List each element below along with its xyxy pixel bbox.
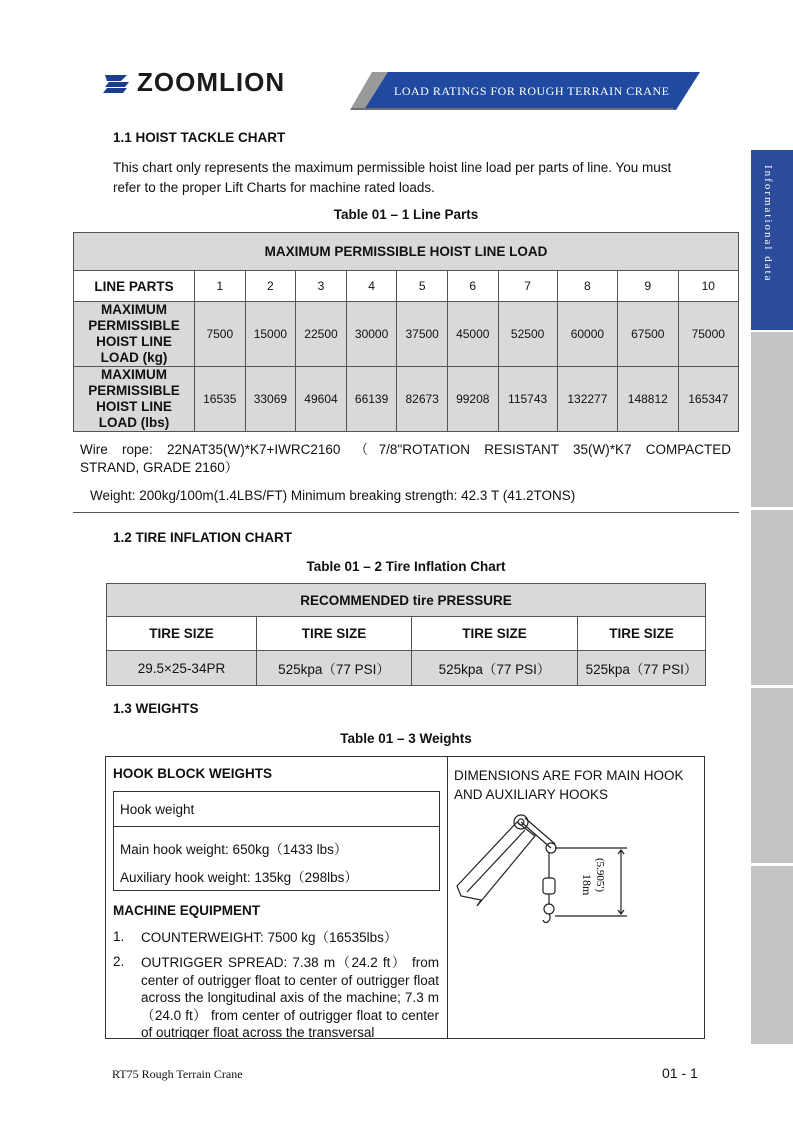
table-cell: 30000: [346, 302, 397, 367]
table-cell: 165347: [678, 367, 738, 432]
side-tab-4[interactable]: [751, 688, 793, 863]
table-cell: 66139: [346, 367, 397, 432]
section-title-hoist: 1.1 HOIST TACKLE CHART: [113, 130, 286, 145]
table-cell: 33069: [245, 367, 296, 432]
kg-row-label: MAXIMUM PERMISSIBLE HOIST LINE LOAD (kg): [74, 302, 195, 367]
paragraph-line: This chart only represents the maximum permissible hoist line load per parts of line. You must: [113, 160, 672, 175]
hook-divider: [113, 826, 440, 827]
line-parts-table: [73, 232, 739, 432]
table-cell: 67500: [618, 302, 678, 367]
table-caption: Table 01 – 3 Weights: [340, 731, 472, 746]
table-cell: 7500: [195, 302, 246, 367]
tire-inflation-table: [106, 583, 706, 686]
table-cell: 6: [447, 271, 498, 302]
table-cell: 75000: [678, 302, 738, 367]
table-caption: Table 01 – 1 Line Parts: [333, 207, 479, 222]
table-header: RECOMMENDED tire PRESSURE: [107, 584, 706, 617]
banner-title: LOAD RATINGS FOR ROUGH TERRAIN CRANE: [394, 84, 670, 98]
machine-equipment-title: MACHINE EQUIPMENT: [113, 903, 261, 918]
wire-weight: Weight: 200kg/100m(1.4LBS/FT) Minimum breaking strength: 42.3 T (41.2TONS): [90, 488, 576, 503]
side-tab-5[interactable]: [751, 866, 793, 1044]
wire-rope-spec: Wire rope: 22NAT35(W)*K7+IWRC2160 （7/8"ROTATION RESISTANT 35(W)*K7 COMPACTED: [80, 442, 731, 457]
counterweight-item: COUNTERWEIGHT: 7500 kg（16535lbs）: [141, 930, 398, 945]
zoomlion-logo-icon: [103, 73, 131, 95]
col-header: TIRE SIZE: [578, 617, 706, 651]
table-cell: 4: [346, 271, 397, 302]
table-cell: 16535: [195, 367, 246, 432]
table-cell: 10: [678, 271, 738, 302]
col-header: TIRE SIZE: [107, 617, 257, 651]
dimensions-note: DIMENSIONS ARE FOR MAIN HOOK AND AUXILIARY HOOKS: [454, 768, 684, 802]
weights-divider: [447, 756, 448, 1039]
table-header: MAXIMUM PERMISSIBLE HOIST LINE LOAD: [74, 233, 739, 271]
table-cell: 49604: [296, 367, 347, 432]
table-cell: 37500: [397, 302, 448, 367]
table-cell: 52500: [498, 302, 557, 367]
dim-label: 18m: [580, 874, 594, 896]
table-cell: 9: [618, 271, 678, 302]
list-number: 2.: [113, 954, 125, 969]
footer-model: RT75 Rough Terrain Crane: [112, 1067, 243, 1081]
paragraph-line: refer to the proper Lift Charts for machine rated loads.: [113, 180, 435, 195]
dim-label: (5.905'): [594, 858, 606, 893]
table-cell: 132277: [557, 367, 617, 432]
aux-hook-weight: Auxiliary hook weight: 135kg（298lbs）: [120, 870, 358, 885]
table-cell: 15000: [245, 302, 296, 367]
outrigger-item: OUTRIGGER SPREAD: 7.38 m（24.2 ft） from center of outrigger float to center of outrigger float across the longitudinal axis of the machine; 7.3 m（24.0 ft） from center of outrigger float to center of outrigger float across the transversal: [141, 955, 439, 1039]
table-cell: 1: [195, 271, 246, 302]
line-parts-label: LINE PARTS: [74, 271, 195, 302]
wire-rope-spec: STRAND, GRADE 2160）: [80, 460, 239, 475]
side-tab-3[interactable]: [751, 510, 793, 685]
list-number: 1.: [113, 929, 125, 944]
hook-dimension-diagram: [455, 808, 635, 933]
table-cell: 2: [245, 271, 296, 302]
table-cell: 7: [498, 271, 557, 302]
table-cell: 45000: [447, 302, 498, 367]
section-title-weights: 1.3 WEIGHTS: [113, 701, 199, 716]
table-cell: 3: [296, 271, 347, 302]
table-cell: 525kpa（77 PSI）: [412, 651, 578, 686]
table-cell: 60000: [557, 302, 617, 367]
table-cell: 99208: [447, 367, 498, 432]
side-tab-2[interactable]: [751, 332, 793, 507]
brand-logo: ZOOMLION: [137, 67, 286, 97]
table-cell: 525kpa（77 PSI）: [578, 651, 706, 686]
col-header: TIRE SIZE: [257, 617, 412, 651]
hook-block-title: HOOK BLOCK WEIGHTS: [113, 766, 272, 781]
hook-weight-label: Hook weight: [120, 802, 195, 817]
page-number: 01 - 1: [662, 1065, 698, 1081]
table-cell: 5: [397, 271, 448, 302]
table-cell: 8: [557, 271, 617, 302]
side-tab-label: Informational data: [762, 165, 774, 283]
table-cell: 82673: [397, 367, 448, 432]
table-cell: 29.5×25-34PR: [107, 651, 257, 686]
table-cell: 115743: [498, 367, 557, 432]
table-cell: 148812: [618, 367, 678, 432]
table-cell: 22500: [296, 302, 347, 367]
table-cell: 525kpa（77 PSI）: [257, 651, 412, 686]
table-caption: Table 01 – 2 Tire Inflation Chart: [306, 559, 506, 574]
divider: [73, 512, 739, 513]
lbs-row-label: MAXIMUM PERMISSIBLE HOIST LINE LOAD (lbs): [74, 367, 195, 432]
col-header: TIRE SIZE: [412, 617, 578, 651]
main-hook-weight: Main hook weight: 650kg（1433 lbs）: [120, 842, 348, 857]
section-title-tire: 1.2 TIRE INFLATION CHART: [113, 530, 293, 545]
